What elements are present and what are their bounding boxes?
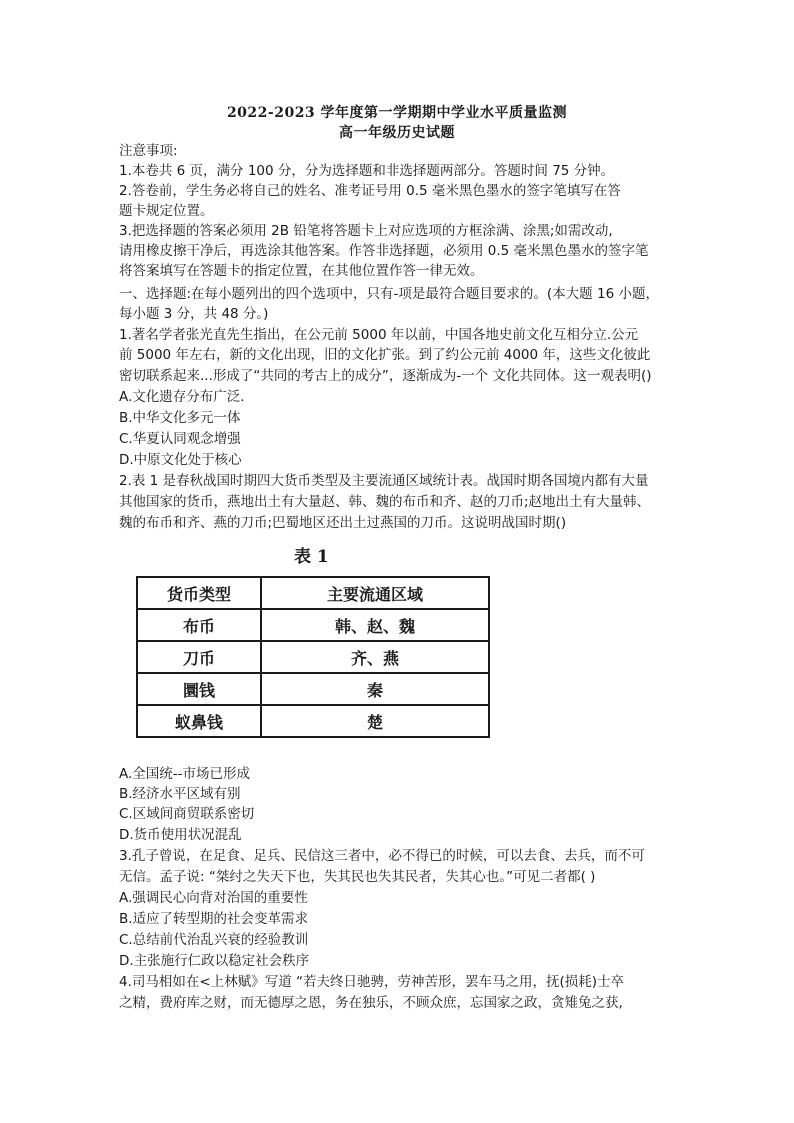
- question-4-text: 4.司马相如在<上林赋》写道 “若夫终日驰骋，劳神苦形，罢车马之用，抚(损耗)士卒: [119, 974, 625, 990]
- table-caption: 表 1: [294, 547, 329, 567]
- question-1-text: 密切联系起来...形成了“共同的考古上的成分”，逐渐成为-一个 文化共同体。这一观表明(): [119, 368, 652, 384]
- notice-line: 1.本卷共 6 页，满分 100 分，分为选择题和非选择题两部分。答题时间 75 分钟。: [119, 163, 615, 179]
- section-heading: 一、选择题:在每小题列出的四个选项中，只有-项是最符合题目要求的。(本大题 16 小题，: [119, 286, 659, 302]
- table-row: [137, 641, 489, 673]
- table-cell: 布币: [137, 609, 261, 641]
- question-1-option-c: C.华夏认同观念增强: [119, 431, 241, 447]
- question-3-option-a: A.强调民心向背对治国的重要性: [119, 890, 308, 906]
- currency-table: [136, 576, 490, 738]
- notice-line: 3.把选择题的答案必须用 2B 铅笔将答题卡上对应选项的方框涂满、涂黑;如需改动,: [119, 223, 613, 239]
- question-2-option-c: C.区域间商贸联系密切: [119, 806, 255, 822]
- table-row: [137, 705, 489, 737]
- question-2-text: 其他国家的货币，燕地出土有大量赵、韩、魏的布币和齐、赵的刀币;赵地出土有大量韩、: [119, 494, 651, 510]
- table-cell: 齐、燕: [261, 641, 489, 673]
- question-2-option-d: D.货币使用状况混乱: [119, 827, 242, 843]
- question-2-text: 2.表 1 是春秋战国时期四大货币类型及主要流通区域统计表。战国时期各国境内都有大量: [119, 473, 649, 489]
- notice-line: 将答案填写在答题卡的指定位置，在其他位置作答一律无效。: [119, 263, 484, 279]
- question-1-option-b: B.中华文化多元一体: [119, 410, 241, 426]
- exam-title: 2022-2023 学年度第一学期期中学业水平质量监测: [226, 105, 568, 121]
- question-3-text: 3.孔子曾说，在足食、足兵、民信这三者中，必不得已的时候，可以去食、去兵，而不可: [119, 848, 645, 864]
- question-2-option-a: A.全国统--市场已形成: [119, 766, 251, 782]
- question-1-text: 1.著名学者张光直先生指出，在公元前 5000 年以前，中国各地史前文化互相分立.公元: [119, 327, 639, 343]
- question-1-option-a: A.文化遗存分布广泛.: [119, 389, 245, 405]
- table-cell: 秦: [261, 673, 489, 705]
- question-1-text: 前 5000 年左右，新的文化出现，旧的文化扩张。到了约公元前 4000 年，这些文化彼此: [119, 347, 651, 363]
- question-3-option-c: C.总结前代治乱兴衰的经验教训: [119, 932, 309, 948]
- question-2-option-b: B.经济水平区域有别: [119, 786, 241, 802]
- notice-line: 请用橡皮擦干净后，再选涂其他答案。作答非选择题，必须用 0.5 毫米黑色墨水的签字笔: [119, 243, 649, 259]
- table-header-cell: 主要流通区域: [261, 577, 489, 609]
- question-2-text: 魏的布币和齐、燕的刀币;巴蜀地区还出土过燕国的刀币。这说明战国时期(): [119, 515, 567, 531]
- question-3-option-d: D.主张施行仁政以稳定社会秩序: [119, 953, 310, 969]
- table-cell: 韩、赵、魏: [261, 609, 489, 641]
- table-row: [137, 609, 489, 641]
- notice-line: 题卡规定位置。: [119, 203, 214, 219]
- table-header-row: [137, 577, 489, 609]
- question-3-option-b: B.适应了转型期的社会变革需求: [119, 911, 309, 927]
- table-header-cell: 货币类型: [137, 577, 261, 609]
- table-cell: 楚: [261, 705, 489, 737]
- question-3-text: 无信。孟子说: “桀纣之失天下也，失其民也失其民者，失其心也。”可见二者都( ): [119, 869, 596, 885]
- table-row: [137, 673, 489, 705]
- question-4-text: 之精，费府库之财，而无德厚之恩，务在独乐，不顾众庶，忘国家之政，贪雉兔之获,: [119, 995, 623, 1011]
- section-heading: 每小题 3 分，共 48 分。): [119, 306, 269, 322]
- notice-line: 2.答卷前，学生务必将自己的姓名、准考证号用 0.5 毫米黑色墨水的签字笔填写在答: [119, 183, 621, 199]
- question-1-option-d: D.中原文化处于核心: [119, 452, 242, 468]
- notice-heading: 注意事项:: [119, 143, 178, 159]
- exam-subtitle: 高一年级历史试题: [339, 125, 455, 141]
- table-cell: 刀币: [137, 641, 261, 673]
- table-cell: 圜钱: [137, 673, 261, 705]
- table-cell: 蚁鼻钱: [137, 705, 261, 737]
